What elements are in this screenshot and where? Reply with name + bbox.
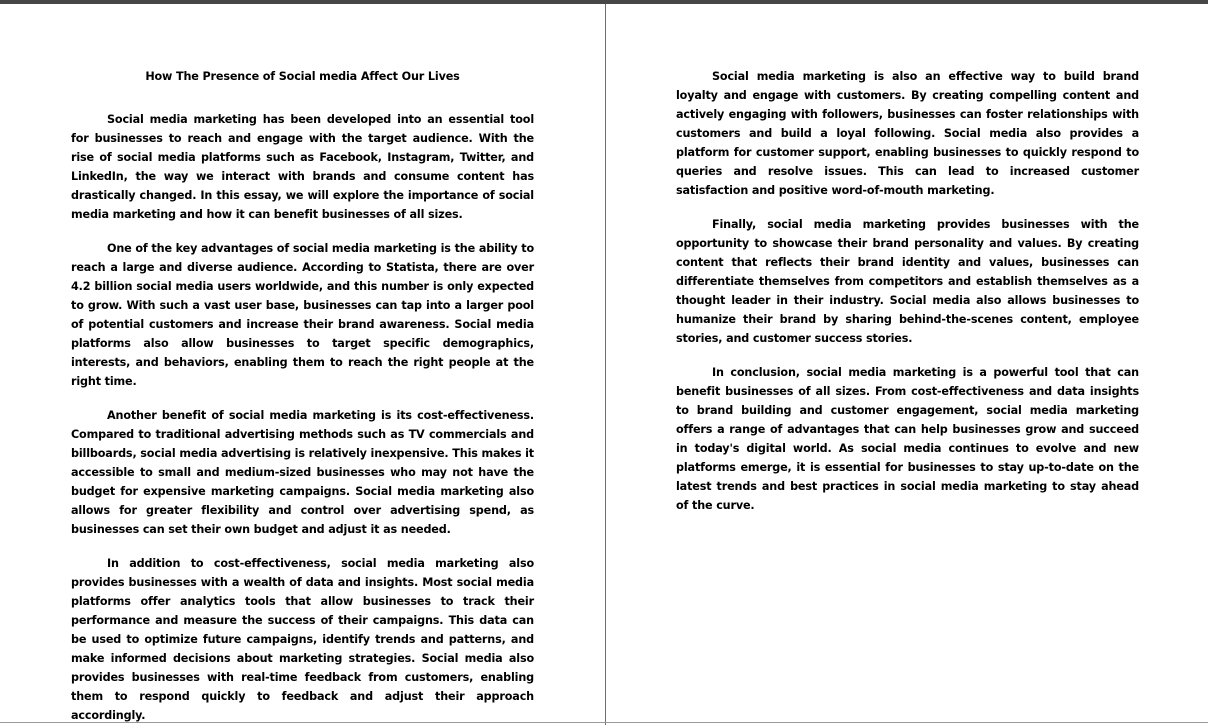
paragraph-conclusion: In conclusion, social media marketing is a powerful tool that can benefit businesses of all sizes. From cost-effectiveness and data insights to brand building and customer engagement, social media marketing offers a range of advantages that can help businesses grow and succeed in today's digital world. As social media continues to evolve and new platforms emerge, it is essential for businesses to stay up-to-date on the latest trends and best practices in social media marketing to stay ahead of the curve. xyxy=(676,366,1139,512)
page-left-content xyxy=(71,67,534,725)
paragraph-cost-effectiveness: Another benefit of social media marketing is its cost-effectiveness. Compared to traditional advertising methods such as TV commercials and billboards, social media advertising is relatively inexpensive. This makes it accessible to small and medium-sized businesses who may not have the budget for expensive marketing campaigns. Social media marketing also allows for greater flexibility and control over advertising spend, as businesses can set their own budget and adjust it as needed. xyxy=(71,409,534,536)
paragraph-intro: Social media marketing has been developed into an essential tool for businesses to reach and engage with the target audience. With the rise of social media platforms such as Facebook, Instagram, Twitter, and LinkedIn, the way we interact with brands and consume content has drastically changed. In this essay, we will explore the importance of social media marketing and how it can benefit businesses of all sizes. xyxy=(71,113,534,221)
paragraph-brand-personality: Finally, social media marketing provides businesses with the opportunity to showcase their brand personality and values. By creating content that reflects their brand identity and values, businesses can differentiate themselves from competitors and establish themselves as a thought leader in their industry. Social media also allows businesses to humanize their brand by sharing behind-the-scenes content, employee stories, and customer success stories. xyxy=(676,218,1139,345)
viewer-bottom-edge xyxy=(0,722,1208,723)
paragraph-brand-loyalty: Social media marketing is also an effective way to build brand loyalty and engage with customers. By creating compelling content and actively engaging with followers, businesses can foster relationships with customers and build a loyal following. Social media also provides a platform for customer support, enabling businesses to quickly respond to queries and resolve issues. This can lead to increased customer satisfaction and positive word-of-mouth marketing. xyxy=(676,70,1139,197)
paragraph-data-insights: In addition to cost-effectiveness, social media marketing also provides businesses with a wealth of data and insights. Most social media platforms offer analytics tools that allow businesses to track their performance and measure the success of their campaigns. This data can be used to optimize future campaigns, identify trends and patterns, and make informed decisions about marketing strategies. Social media also provides businesses with real-time feedback from customers, enabling them to respond quickly to feedback and adjust their approach accordingly. xyxy=(71,557,534,722)
page-right-content xyxy=(676,67,1139,530)
paragraph-audience: One of the key advantages of social media marketing is the ability to reach a large and diverse audience. According to Statista, there are over 4.2 billion social media users worldwide, and this number is only expected to grow. With such a vast user base, businesses can tap into a larger pool of potential customers and increase their brand awareness. Social media platforms also allow businesses to target specific demographics, interests, and behaviors, enabling them to reach the right people at the right time. xyxy=(71,242,534,388)
document-title: How The Presence of Social media Affect Our Lives xyxy=(145,70,460,83)
document-page-right xyxy=(606,4,1208,722)
document-page-left xyxy=(0,4,605,722)
